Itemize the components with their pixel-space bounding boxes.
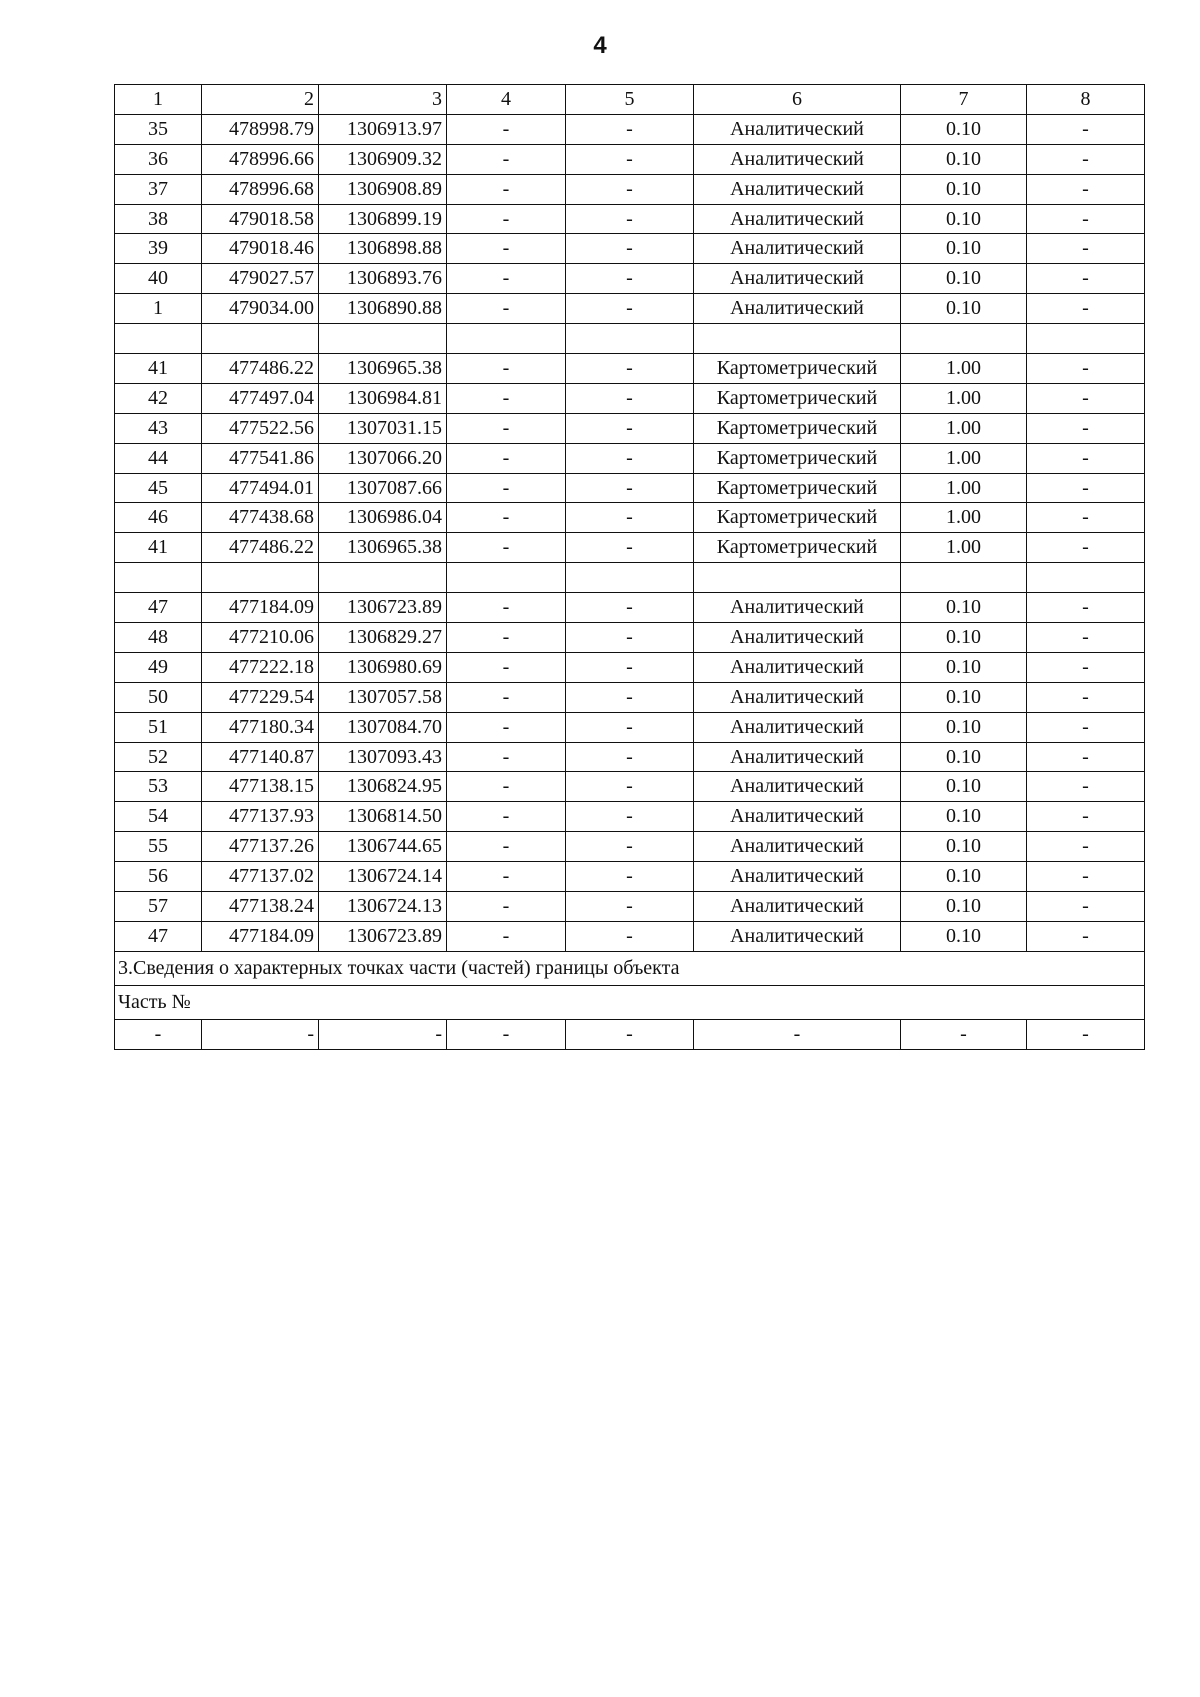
col5-cell: - <box>566 862 694 892</box>
accuracy-cell: 0.10 <box>901 682 1027 712</box>
col5-cell: - <box>566 443 694 473</box>
x-coordinate-cell: 477438.68 <box>202 503 319 533</box>
col5-cell: - <box>566 742 694 772</box>
col8-cell: - <box>1027 503 1145 533</box>
accuracy-cell: 1.00 <box>901 503 1027 533</box>
col8-cell: - <box>1027 294 1145 324</box>
method-cell: - <box>694 1019 901 1049</box>
method-cell: Картометрический <box>694 413 901 443</box>
point-number-cell: 40 <box>115 264 202 294</box>
y-coordinate-cell: - <box>319 1019 447 1049</box>
col4-cell: - <box>447 832 566 862</box>
x-coordinate-cell: 477522.56 <box>202 413 319 443</box>
method-cell: Аналитический <box>694 832 901 862</box>
x-coordinate-cell: 477137.02 <box>202 862 319 892</box>
accuracy-cell: 1.00 <box>901 473 1027 503</box>
method-cell: Аналитический <box>694 623 901 653</box>
accuracy-cell: 1.00 <box>901 354 1027 384</box>
method-cell: Аналитический <box>694 892 901 922</box>
x-coordinate-cell: 479018.46 <box>202 234 319 264</box>
col8-cell: - <box>1027 114 1145 144</box>
table-row <box>115 234 1145 264</box>
col4-cell: - <box>447 623 566 653</box>
y-coordinate-cell: 1306980.69 <box>319 652 447 682</box>
col8-cell: - <box>1027 264 1145 294</box>
method-cell: Картометрический <box>694 443 901 473</box>
point-number-cell: 52 <box>115 742 202 772</box>
accuracy-cell: 0.10 <box>901 593 1027 623</box>
table-row <box>115 473 1145 503</box>
col8-cell: - <box>1027 174 1145 204</box>
y-coordinate-cell: 1306909.32 <box>319 144 447 174</box>
point-number-cell: 39 <box>115 234 202 264</box>
point-number-cell: 53 <box>115 772 202 802</box>
table-row <box>115 413 1145 443</box>
x-coordinate-cell: 477497.04 <box>202 383 319 413</box>
page-number: 4 <box>593 32 607 59</box>
point-number-cell: 48 <box>115 623 202 653</box>
table-row <box>115 712 1145 742</box>
accuracy-cell: 0.10 <box>901 234 1027 264</box>
col8-cell: - <box>1027 473 1145 503</box>
method-cell <box>694 324 901 354</box>
x-coordinate-cell <box>202 324 319 354</box>
col4-cell: - <box>447 533 566 563</box>
col8-cell: - <box>1027 652 1145 682</box>
accuracy-cell: 0.10 <box>901 802 1027 832</box>
x-coordinate-cell: 477486.22 <box>202 533 319 563</box>
col4-cell: - <box>447 921 566 951</box>
col8-cell: - <box>1027 921 1145 951</box>
col5-cell: - <box>566 174 694 204</box>
table-row <box>115 443 1145 473</box>
point-number-cell: 41 <box>115 354 202 384</box>
col4-cell: - <box>447 294 566 324</box>
col5-cell: - <box>566 593 694 623</box>
method-cell: 6 <box>694 85 901 115</box>
table-row <box>115 832 1145 862</box>
col5-cell: - <box>566 892 694 922</box>
col4-cell: - <box>447 652 566 682</box>
point-number-cell: 49 <box>115 652 202 682</box>
x-coordinate-cell: 477184.09 <box>202 921 319 951</box>
method-cell: Аналитический <box>694 234 901 264</box>
x-coordinate-cell: 477138.15 <box>202 772 319 802</box>
point-number-cell: 57 <box>115 892 202 922</box>
col4-cell: - <box>447 443 566 473</box>
x-coordinate-cell: 478996.66 <box>202 144 319 174</box>
y-coordinate-cell: 1306965.38 <box>319 533 447 563</box>
table-body <box>115 85 1145 1050</box>
table-row <box>115 862 1145 892</box>
point-number-cell <box>115 563 202 593</box>
col8-cell: - <box>1027 593 1145 623</box>
col8-cell: - <box>1027 234 1145 264</box>
point-number-cell: 47 <box>115 593 202 623</box>
y-coordinate-cell: 1306986.04 <box>319 503 447 533</box>
col4-cell: - <box>447 862 566 892</box>
col4-cell <box>447 563 566 593</box>
accuracy-cell: 0.10 <box>901 114 1027 144</box>
part-label: Часть № <box>115 985 1145 1019</box>
method-cell: Аналитический <box>694 712 901 742</box>
y-coordinate-cell: 1306724.14 <box>319 862 447 892</box>
col8-cell: - <box>1027 144 1145 174</box>
x-coordinate-cell: 477140.87 <box>202 742 319 772</box>
y-coordinate-cell: 1306723.89 <box>319 921 447 951</box>
point-number-cell: 38 <box>115 204 202 234</box>
point-number-cell: 50 <box>115 682 202 712</box>
col4-cell: - <box>447 413 566 443</box>
col8-cell: - <box>1027 623 1145 653</box>
col8-cell: 8 <box>1027 85 1145 115</box>
col5-cell: - <box>566 832 694 862</box>
y-coordinate-cell: 1306744.65 <box>319 832 447 862</box>
x-coordinate-cell: 477229.54 <box>202 682 319 712</box>
col5-cell: - <box>566 533 694 563</box>
col5-cell: - <box>566 204 694 234</box>
x-coordinate-cell: 477137.26 <box>202 832 319 862</box>
col8-cell: - <box>1027 892 1145 922</box>
col8-cell: - <box>1027 1019 1145 1049</box>
table-row <box>115 383 1145 413</box>
y-coordinate-cell: 1306723.89 <box>319 593 447 623</box>
col5-cell: - <box>566 712 694 742</box>
point-number-cell: 42 <box>115 383 202 413</box>
y-coordinate-cell: 1306824.95 <box>319 772 447 802</box>
accuracy-cell: 0.10 <box>901 294 1027 324</box>
col8-cell: - <box>1027 802 1145 832</box>
table-row <box>115 294 1145 324</box>
accuracy-cell: 7 <box>901 85 1027 115</box>
col5-cell: - <box>566 682 694 712</box>
y-coordinate-cell: 1307087.66 <box>319 473 447 503</box>
y-coordinate-cell <box>319 324 447 354</box>
accuracy-cell: 0.10 <box>901 712 1027 742</box>
method-cell: Аналитический <box>694 652 901 682</box>
col5-cell <box>566 324 694 354</box>
accuracy-cell: 0.10 <box>901 742 1027 772</box>
col8-cell <box>1027 563 1145 593</box>
method-cell: Аналитический <box>694 862 901 892</box>
col8-cell: - <box>1027 682 1145 712</box>
accuracy-cell: 0.10 <box>901 862 1027 892</box>
separator-row <box>115 563 1145 593</box>
table-row <box>115 354 1145 384</box>
point-number-cell: 43 <box>115 413 202 443</box>
point-number-cell: 47 <box>115 921 202 951</box>
col4-cell: - <box>447 742 566 772</box>
x-coordinate-cell: 479018.58 <box>202 204 319 234</box>
x-coordinate-cell: 479034.00 <box>202 294 319 324</box>
accuracy-cell: 0.10 <box>901 832 1027 862</box>
y-coordinate-cell: 1306908.89 <box>319 174 447 204</box>
point-number-cell: 1 <box>115 85 202 115</box>
col5-cell: - <box>566 234 694 264</box>
y-coordinate-cell: 1306724.13 <box>319 892 447 922</box>
method-cell: Аналитический <box>694 772 901 802</box>
point-number-cell: 45 <box>115 473 202 503</box>
y-coordinate-cell: 3 <box>319 85 447 115</box>
col4-cell: - <box>447 234 566 264</box>
table-row <box>115 204 1145 234</box>
col4-cell: - <box>447 144 566 174</box>
y-coordinate-cell: 1306893.76 <box>319 264 447 294</box>
x-coordinate-cell: 477494.01 <box>202 473 319 503</box>
col4-cell: - <box>447 682 566 712</box>
col5-cell: - <box>566 264 694 294</box>
section-3-title: 3.Сведения о характерных точках части (частей) границы объекта <box>115 951 1145 985</box>
y-coordinate-cell: 1306814.50 <box>319 802 447 832</box>
col4-cell: - <box>447 712 566 742</box>
accuracy-cell: 1.00 <box>901 533 1027 563</box>
accuracy-cell: 0.10 <box>901 144 1027 174</box>
y-coordinate-cell: 1306829.27 <box>319 623 447 653</box>
table-row <box>115 802 1145 832</box>
col4-cell: - <box>447 802 566 832</box>
separator-row <box>115 324 1145 354</box>
table-row <box>115 921 1145 951</box>
method-cell <box>694 563 901 593</box>
col5-cell: - <box>566 114 694 144</box>
col8-cell: - <box>1027 712 1145 742</box>
accuracy-cell: 0.10 <box>901 174 1027 204</box>
column-number-header-row <box>115 85 1145 115</box>
point-number-cell: 44 <box>115 443 202 473</box>
table-row <box>115 533 1145 563</box>
method-cell: Аналитический <box>694 174 901 204</box>
point-number-cell: 41 <box>115 533 202 563</box>
accuracy-cell: 0.10 <box>901 921 1027 951</box>
accuracy-cell <box>901 324 1027 354</box>
table-row <box>115 144 1145 174</box>
col4-cell: - <box>447 264 566 294</box>
x-coordinate-cell: 479027.57 <box>202 264 319 294</box>
col8-cell: - <box>1027 443 1145 473</box>
col5-cell: - <box>566 772 694 802</box>
x-coordinate-cell: 477184.09 <box>202 593 319 623</box>
col8-cell: - <box>1027 354 1145 384</box>
col5-cell: - <box>566 354 694 384</box>
point-number-cell: 35 <box>115 114 202 144</box>
col5-cell: - <box>566 383 694 413</box>
col5-cell: - <box>566 652 694 682</box>
table-row <box>115 652 1145 682</box>
point-number-cell: 36 <box>115 144 202 174</box>
col8-cell: - <box>1027 533 1145 563</box>
accuracy-cell: - <box>901 1019 1027 1049</box>
x-coordinate-cell: 477541.86 <box>202 443 319 473</box>
method-cell: Аналитический <box>694 204 901 234</box>
table-row <box>115 264 1145 294</box>
method-cell: Картометрический <box>694 533 901 563</box>
accuracy-cell: 0.10 <box>901 892 1027 922</box>
y-coordinate-cell: 1306913.97 <box>319 114 447 144</box>
table-row <box>115 772 1145 802</box>
col5-cell: - <box>566 503 694 533</box>
col8-cell: - <box>1027 204 1145 234</box>
table-row <box>115 682 1145 712</box>
y-coordinate-cell: 1306965.38 <box>319 354 447 384</box>
point-number-cell <box>115 324 202 354</box>
table-row <box>115 114 1145 144</box>
col8-cell: - <box>1027 742 1145 772</box>
y-coordinate-cell: 1307066.20 <box>319 443 447 473</box>
col8-cell <box>1027 324 1145 354</box>
method-cell: Аналитический <box>694 802 901 832</box>
col4-cell: - <box>447 383 566 413</box>
col4-cell: - <box>447 1019 566 1049</box>
part-label-row <box>115 985 1145 1019</box>
col8-cell: - <box>1027 862 1145 892</box>
x-coordinate-cell: 477222.18 <box>202 652 319 682</box>
point-number-cell: 37 <box>115 174 202 204</box>
table-row <box>115 892 1145 922</box>
table-row <box>115 503 1145 533</box>
y-coordinate-cell: 1307031.15 <box>319 413 447 443</box>
col5-cell: - <box>566 413 694 443</box>
col5-cell: - <box>566 802 694 832</box>
accuracy-cell: 0.10 <box>901 772 1027 802</box>
method-cell: Аналитический <box>694 294 901 324</box>
method-cell: Аналитический <box>694 144 901 174</box>
method-cell: Аналитический <box>694 114 901 144</box>
col5-cell: - <box>566 294 694 324</box>
x-coordinate-cell: - <box>202 1019 319 1049</box>
y-coordinate-cell: 1306890.88 <box>319 294 447 324</box>
y-coordinate-cell: 1306899.19 <box>319 204 447 234</box>
col5-cell: - <box>566 144 694 174</box>
accuracy-cell: 0.10 <box>901 264 1027 294</box>
x-coordinate-cell: 477180.34 <box>202 712 319 742</box>
col4-cell: - <box>447 503 566 533</box>
accuracy-cell: 1.00 <box>901 443 1027 473</box>
x-coordinate-cell: 477210.06 <box>202 623 319 653</box>
col4-cell <box>447 324 566 354</box>
col8-cell: - <box>1027 383 1145 413</box>
point-number-cell: 46 <box>115 503 202 533</box>
table-row <box>115 742 1145 772</box>
col8-cell: - <box>1027 413 1145 443</box>
accuracy-cell: 0.10 <box>901 623 1027 653</box>
method-cell: Картометрический <box>694 473 901 503</box>
section-3-title-row <box>115 951 1145 985</box>
method-cell: Картометрический <box>694 383 901 413</box>
col5-cell: - <box>566 921 694 951</box>
x-coordinate-cell: 478998.79 <box>202 114 319 144</box>
accuracy-cell <box>901 563 1027 593</box>
col4-cell: - <box>447 204 566 234</box>
col8-cell: - <box>1027 772 1145 802</box>
x-coordinate-cell: 477138.24 <box>202 892 319 922</box>
point-number-cell: 55 <box>115 832 202 862</box>
col5-cell: 5 <box>566 85 694 115</box>
method-cell: Аналитический <box>694 921 901 951</box>
col4-cell: - <box>447 593 566 623</box>
y-coordinate-cell: 1307093.43 <box>319 742 447 772</box>
col4-cell: - <box>447 354 566 384</box>
y-coordinate-cell <box>319 563 447 593</box>
table-row <box>115 593 1145 623</box>
method-cell: Аналитический <box>694 264 901 294</box>
table-row <box>115 174 1145 204</box>
y-coordinate-cell: 1307057.58 <box>319 682 447 712</box>
x-coordinate-cell: 477486.22 <box>202 354 319 384</box>
col5-cell: - <box>566 623 694 653</box>
x-coordinate-cell: 478996.68 <box>202 174 319 204</box>
x-coordinate-cell: 477137.93 <box>202 802 319 832</box>
accuracy-cell: 1.00 <box>901 383 1027 413</box>
y-coordinate-cell: 1306898.88 <box>319 234 447 264</box>
point-number-cell: 1 <box>115 294 202 324</box>
method-cell: Аналитический <box>694 593 901 623</box>
table-row <box>115 623 1145 653</box>
x-coordinate-cell: 2 <box>202 85 319 115</box>
accuracy-cell: 0.10 <box>901 652 1027 682</box>
method-cell: Картометрический <box>694 354 901 384</box>
col4-cell: - <box>447 473 566 503</box>
method-cell: Аналитический <box>694 682 901 712</box>
accuracy-cell: 1.00 <box>901 413 1027 443</box>
col4-cell: - <box>447 772 566 802</box>
col4-cell: - <box>447 114 566 144</box>
point-number-cell: - <box>115 1019 202 1049</box>
col4-cell: - <box>447 174 566 204</box>
col4-cell: - <box>447 892 566 922</box>
col5-cell: - <box>566 1019 694 1049</box>
part-data-row <box>115 1019 1145 1049</box>
point-number-cell: 56 <box>115 862 202 892</box>
col4-cell: 4 <box>447 85 566 115</box>
y-coordinate-cell: 1307084.70 <box>319 712 447 742</box>
boundary-points-table <box>114 84 1145 1050</box>
accuracy-cell: 0.10 <box>901 204 1027 234</box>
point-number-cell: 54 <box>115 802 202 832</box>
method-cell: Аналитический <box>694 742 901 772</box>
y-coordinate-cell: 1306984.81 <box>319 383 447 413</box>
col5-cell: - <box>566 473 694 503</box>
col8-cell: - <box>1027 832 1145 862</box>
method-cell: Картометрический <box>694 503 901 533</box>
col5-cell <box>566 563 694 593</box>
point-number-cell: 51 <box>115 712 202 742</box>
x-coordinate-cell <box>202 563 319 593</box>
